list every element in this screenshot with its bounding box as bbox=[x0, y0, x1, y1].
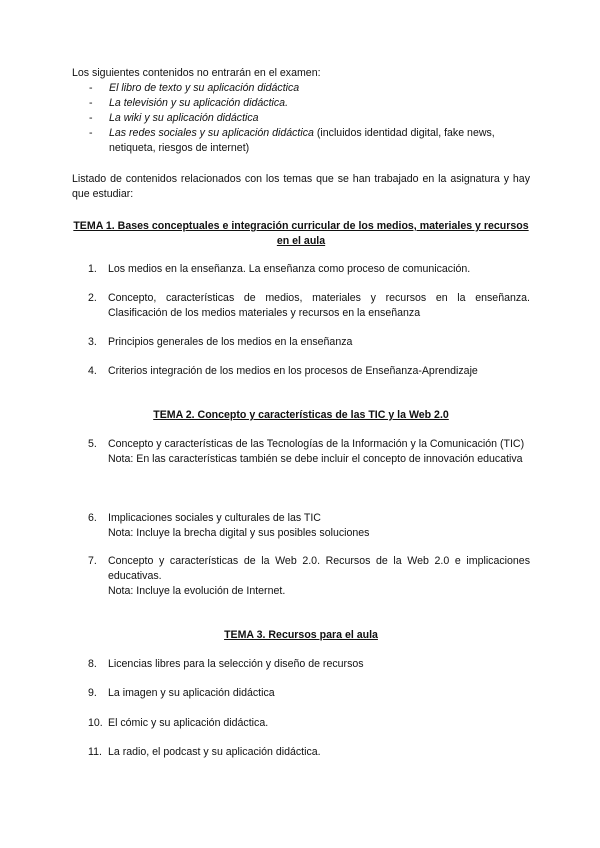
item-text: Licencias libres para la selección y diseño de recursos bbox=[108, 658, 364, 670]
study-contents-intro: Listado de contenidos relacionados con los temas que se han trabajado en la asignatura y hay que estudiar: bbox=[72, 173, 530, 200]
item-number: 7. bbox=[88, 555, 97, 567]
list-item bbox=[88, 657, 530, 672]
item-text: Principios generales de los medios en la enseñanza bbox=[108, 336, 353, 348]
list-item bbox=[88, 335, 530, 350]
excluded-contents-heading: Los siguientes contenidos no entrarán en el examen: bbox=[72, 67, 321, 79]
excluded-topic: El libro de texto y su aplicación didáctica bbox=[109, 82, 300, 94]
item-text: Criterios integración de los medios en los procesos de Enseñanza-Aprendizaje bbox=[108, 365, 478, 377]
tema-3-title: TEMA 3. Recursos para el aula bbox=[224, 629, 378, 641]
item-note: Nota: En las características también se debe incluir el concepto de innovación educativa bbox=[108, 453, 523, 465]
item-text: Los medios en la enseñanza. La enseñanza como proceso de comunicación. bbox=[108, 263, 471, 275]
tema-2-title: TEMA 2. Concepto y características de las TIC y la Web 2.0 bbox=[153, 409, 449, 421]
item-note: Nota: Incluye la brecha digital y sus posibles soluciones bbox=[108, 527, 370, 539]
item-text: El cómic y su aplicación didáctica. bbox=[108, 717, 269, 729]
list-item bbox=[72, 126, 530, 156]
item-number: 8. bbox=[88, 658, 97, 670]
item-text: Concepto y características de las Tecnologías de la Información y la Comunicación (TIC) bbox=[108, 438, 525, 450]
list-item bbox=[72, 96, 530, 111]
item-number: 9. bbox=[88, 687, 97, 699]
item-text: Concepto y características de la Web 2.0. Recursos de la Web 2.0 e implicaciones educativas. bbox=[108, 555, 530, 582]
item-number: 11. bbox=[88, 746, 102, 758]
excluded-topic: Las redes sociales y su aplicación didáctica bbox=[109, 127, 314, 139]
item-text: Concepto, características de medios, materiales y recursos en la enseñanza. Clasificación de los medios materiales y recursos en la enseñanza bbox=[108, 292, 530, 319]
excluded-topic-extra: (incluidos identidad digital, fake news, netiqueta, riesgos de internet) bbox=[109, 127, 495, 154]
item-number: 10. bbox=[88, 717, 103, 729]
excluded-topic: La wiki y su aplicación didáctica bbox=[109, 112, 259, 124]
excluded-topic: La televisión y su aplicación didáctica. bbox=[109, 97, 289, 109]
list-item bbox=[88, 554, 530, 599]
item-text: La radio, el podcast y su aplicación didáctica. bbox=[108, 746, 321, 758]
item-number: 6. bbox=[88, 512, 97, 524]
dash-marker: - bbox=[89, 82, 93, 94]
dash-marker: - bbox=[89, 112, 93, 124]
dash-marker: - bbox=[89, 127, 93, 139]
excluded-contents-list bbox=[72, 81, 530, 156]
item-number: 1. bbox=[88, 263, 97, 275]
list-item bbox=[88, 716, 530, 731]
list-item bbox=[88, 291, 530, 321]
list-item bbox=[88, 437, 530, 467]
item-text: Implicaciones sociales y culturales de las TIC bbox=[108, 512, 321, 524]
item-number: 5. bbox=[88, 438, 97, 450]
list-item bbox=[88, 262, 530, 277]
excluded-contents-section bbox=[72, 66, 530, 156]
dash-marker: - bbox=[89, 97, 93, 109]
list-item bbox=[72, 81, 530, 96]
list-item bbox=[88, 511, 530, 541]
list-item bbox=[88, 686, 530, 701]
list-item bbox=[88, 745, 530, 760]
tema-1-title: TEMA 1. Bases conceptuales e integración curricular de los medios, materiales y recursos en el aula bbox=[73, 220, 529, 247]
list-item bbox=[88, 364, 530, 379]
item-number: 3. bbox=[88, 336, 97, 348]
item-number: 4. bbox=[88, 365, 97, 377]
item-note: Nota: Incluye la evolución de Internet. bbox=[108, 585, 286, 597]
item-number: 2. bbox=[88, 292, 97, 304]
item-text: La imagen y su aplicación didáctica bbox=[108, 687, 275, 699]
list-item bbox=[72, 111, 530, 126]
